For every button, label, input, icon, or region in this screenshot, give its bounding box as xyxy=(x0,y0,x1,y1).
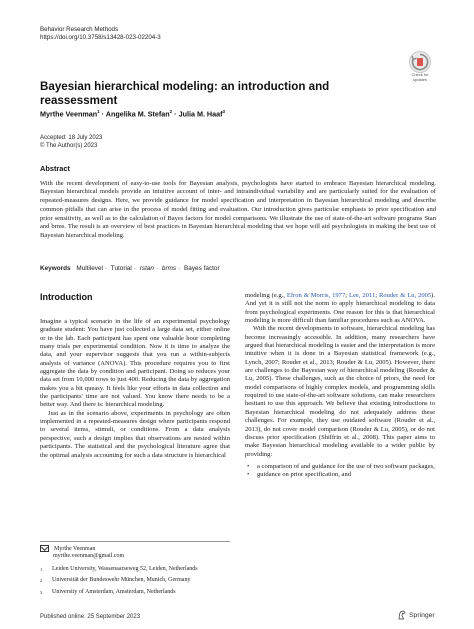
accepted-date: Accepted: 18 July 2023 xyxy=(40,135,103,141)
keyword: brms xyxy=(161,265,177,272)
affiliation: 1 Leiden University, Wassenaarseweg 52, Leiden, Netherlands xyxy=(40,566,198,572)
right-column xyxy=(245,292,435,480)
journal-name: Behavior Research Methods xyxy=(40,26,119,33)
body-paragraph: Imagine a typical scenario in the life of an experimental psychology graduate student: You have just collected a large data set, either online or in the lab. Each participant has spent one valuable hour completing many trials per experimental condition. Now it is time to analyze the data, and your supervisor suggests that you run a within-subjects analysis of variance (ANOVA). This procedure requires you to first aggregate the data by condition and participant. Doing so reduces your data set from 10,000 rows to just 400. Reducing the data by aggregation makes you a bit queasy. It feels like your efforts in data collection and the participants' time are not valued. You know there needs to be a better way. And there is: hierarchical modeling. xyxy=(40,318,230,409)
affiliation: 3 University of Amsterdam, Amsterdam, Netherlands xyxy=(40,589,176,595)
body-paragraph: modeling (e.g., Efron & Morris, 1977; Lee, 2011; Rouder & Lu, 2005). And yet it is still not the norm to apply hierarchical modeling to data from psychological experiments. One reason for this is that hierarchical modeling is more difficult than familiar procedures such as ANOVA. xyxy=(245,292,435,325)
keyword: Bayes factor xyxy=(184,265,220,272)
contribution-list xyxy=(245,463,435,480)
citation-link[interactable]: Efron & Morris, 1977 xyxy=(286,292,346,299)
abstract-text: With the recent development of easy-to-use tools for Bayesian analysis, psychologists have started to embrace Bayesian hierarchical modeling. Bayesian hierarchical models provide an intuitive account of inter- and intraindividual variability and are particularly suited for the evaluation of repeated-measures designs. Here, we provide guidance for model specification and interpretation in Bayesian hierarchical modeling and describe common pitfalls that can arise in the process of model fitting and evaluation. Our introduction gives particular emphasis to prior specification and prior sensitivity, as well as to the calculation of Bayes factors for model comparisons. We illustrate the use of state-of-the-art software programs Stan and brms. The result is an overview of best practices in Bayesian hierarchical modeling that we hope will aid psychologists in making the best use of Bayesian hierarchical modeling. xyxy=(40,179,436,240)
abstract-heading: Abstract xyxy=(40,164,70,173)
keywords-label: Keywords xyxy=(40,265,71,272)
article-dates xyxy=(40,134,102,150)
envelope-icon xyxy=(40,545,49,552)
springer-horse-icon xyxy=(398,610,406,620)
left-column xyxy=(40,318,230,460)
publisher-name: Springer xyxy=(409,611,435,619)
affiliation: 2 Universität der Bundeswehr München, Munich, Germany xyxy=(40,577,191,583)
author-affil-sup: 2 xyxy=(169,109,173,114)
list-item: • a comparison of and guidance for the use of two software packages, xyxy=(245,463,435,471)
list-item: • guidance on prior specification, and xyxy=(245,471,435,479)
keyword: rstan xyxy=(139,265,154,272)
article-title: Bayesian hierarchical modeling: an introduction and reassessment xyxy=(40,80,330,107)
journal-header xyxy=(40,26,161,42)
published-online: Published online: 25 September 2023 xyxy=(40,614,141,620)
body-paragraph: Just as in the scenario above, experiments in psychology are often implemented in a repeated-measures design where participants respond to several items, stimuli, or conditions. From a data analysis perspective, such a design implies that observations are nested within participants. The statistical and the psychological literature agree that the optimal analysis accounting for such a data structure is hierarchical xyxy=(40,409,230,459)
correspondence-email[interactable]: myrthe.veenman@gmail.com xyxy=(53,553,125,560)
footnote-divider xyxy=(40,541,230,542)
keywords-line: Keywords Multilevel · Tutorial · rstan · brms · Bayes factor xyxy=(40,265,220,272)
author-affil-sup: 3 xyxy=(222,109,226,114)
author-name[interactable]: Julia M. Haaf xyxy=(178,109,223,119)
copyright-line: © The Author(s) 2023 xyxy=(40,143,98,149)
citation-link[interactable]: Lee, 2011 xyxy=(349,292,376,299)
citation-link[interactable]: Rouder & Lu, 2005 xyxy=(379,292,432,299)
author-name[interactable]: Myrthe Veenman xyxy=(40,109,98,119)
correspondence-name: Myrthe Veenman xyxy=(54,545,96,552)
author-name[interactable]: Angelika M. Stefan xyxy=(105,109,170,119)
check-for-updates-label[interactable]: Check for updates xyxy=(411,72,429,82)
author-list: Myrthe Veenman$^1$ · Angelika M. Stefan$^2$ · Julia M. Haaf$^3$ xyxy=(40,109,226,119)
body-paragraph: With the recent developments in software, hierarchical modeling has become increasingly accessible. In addition, many researchers have argued that hierarchical modeling is easier and the interpretation is more intuitive when it is done in a Bayesian statistical framework (e.g., Lynch, 2007; Rouder et al., 2013; Rouder & Lu, 2005). However, there are challenges to the Bayesian way of hierarchical modeling (Rouder & Lu, 2005). These challenges, such as the choice of priors, the need for model comparisons of highly complex models, and programming skills required to use state-of-the-art software solutions, can make researchers hesitant to use this approach. We believe that existing introductions to Bayesian hierarchical modeling do not adequately address these challenges. For example, they use outdated software (Rouder et al., 2013), do not cover model comparison (Rouder & Lu, 2005), or do not discuss prior specification (Shiffrin et al., 2008). This paper aims to make Bayesian hierarchical modeling available to a wider public by providing: xyxy=(245,325,435,458)
doi-link[interactable]: https://doi.org/10.3758/s13428-023-02204-3 xyxy=(40,34,161,41)
check-for-updates-icon[interactable] xyxy=(408,50,432,74)
publisher-logo xyxy=(398,610,435,620)
author-affil-sup: 1 xyxy=(97,109,100,114)
keyword: Multilevel xyxy=(76,265,103,272)
keyword: Tutorial xyxy=(110,265,132,272)
correspondence-block xyxy=(40,545,124,561)
section-heading-introduction: Introduction xyxy=(40,292,93,302)
